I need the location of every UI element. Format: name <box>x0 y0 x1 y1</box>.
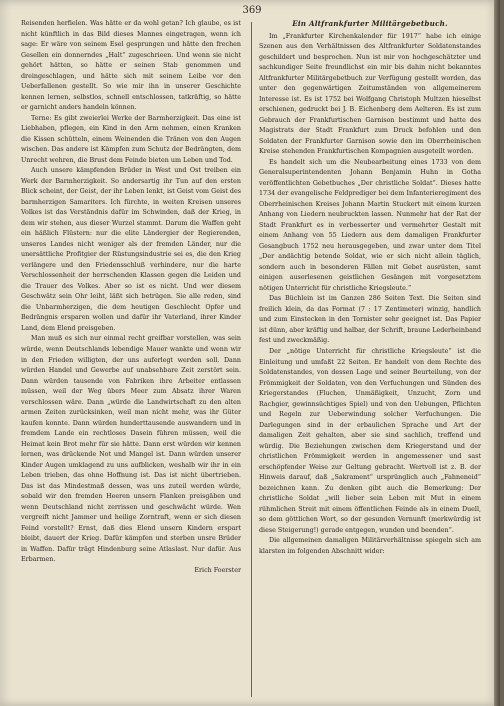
paragraph: Es handelt sich um die Neubearbeitung eines 1733 von dem Generalsuperintendenten Johann Benjamin Huhn in Gotha veröffentlichten Gebetbuches „Der christliche Soldat“. Dieses hatte 1734 der evangelische Feldprediger bei dem Infanterieregiment des Oberrheinischen Kreises Johann Martin Stuckert mit einem kurzen Anhang von Liedern neubruckten lassen. Nunmehr hat der Rat der Stadt Frankfurt es in verbesserter und vermehrter Gestalt mit einem Anhang von 55 Liedern aus dem damaligen Frankfurter Gesangbuch 1752 neu herausgegeben, und zwar unter dem Titel „Der andächtig betende Soldat, wie er sich nicht allein täglich, sondern auch in besonderen Fällen mit Gebet ausrüsten, samt einigen auserlesenen geistlichen Gesängen mit vorgesetztem nötigen Unterricht für christliche Kriegsleute.“ <box>259 158 481 292</box>
left-column <box>21 19 241 576</box>
paragraph: Der „nötige Unterricht für christliche Kriegsleute“ ist die Einleitung und umfaßt 22 Seiten. Er handelt von dem Rechte des Soldatenstandes, von dessen Lage und seiner Beurteilung, von der Frömmigkeit der Soldaten, von den Verfuchungen und Sünden des Kriegerstandes (Fluchen, Unmäßigkeit, Unzucht, Zorn und Rachgier, gewinnsüchtiges Spiel) und von den Uebungen, Pflichten und Regeln zur Ueberwindung solcher Verfuchungen. Die Darlegungen sind in der erbaulichen Sprache und Art der damaligen Zeit gehalten, aber sie sind sachlich, treffend und würdig. Die Beziehungen zwischen dem Kriegerstand und der christlichen Frömmigkeit werden in angemessener und sast erschöpfender Weise zur Geltung gebracht. Wertvoll ist z. B. der Hinweis darauf, daß „Sakrament“ ursprünglich auch „Fahneneid“ bezeichnen kann. Zu denken gibt auch die Bemerkung: Der christliche Soldat „will lieber sein Leben mit Mut in einem rühmlichen Streit mit einem öffentlichen Feinde als in einem Duell, so dem göttlichen Wort, so der gesunden Vernunft (merkwürdig ist diese Steigerung!) gerade entgegen, wunden und beenden“. <box>259 347 481 534</box>
paragraph: Terne: Es gibt zweierlei Werke der Barmherzigkeit. Das eine ist Liebhaben, pflegen, ein Kind in den Arm nehmen, einen Kranken die Kissen schütteln, einem Weinenden die Tränen von den Augen wischen. Das andere ist Kämpfen zum Schutz der Bedrängten, dem Unrecht wehren, die Brust dem Feinde bieten um Leben und Tod. <box>21 114 241 164</box>
paragraph: Die allgemeinen damaligen Militärverhältnisse spiegeln sich am klarsten im folgenden Abschnitt wider: <box>259 537 481 555</box>
paragraph: Reisenden herfielen. Was hätte er da wohl getan? Ich glaube, es ist nicht künftlich in das Bild dieses Mannes eingetragen, wenn ich sage: Er wäre von seinem Esel gesprungen und hätte den frechen Gesellen ein donnerndes „Halt“ zugeschrieen. Und wenn sie nicht gehört hätten, so hätte er seinen Stab genommen und dreingeschlagen, und hätte sich mit seinem Leibe vor den Ueberfallenen gestellt. So wie mir ihn in unserer Geschichte kennen lernen, selbstlos, schnell entschlossen, tatkräftig, so hätte er garnicht anders handeln können. <box>21 20 241 112</box>
paragraph: Im „Frankfurter Kirchenkalender für 1917“ habe ich einige Szenen aus den Verhältnissen des Altfrankfurter Soldatenstandes geschildert und besprochen. Nun ist mir von hochgeschätzter und sachkundiger Seite freundlichst ein mir bis dahin nicht bekanntes Altfrankfurter Militärgebetbuch zur Verfügung gestellt worden, das unter den gegenwärtigen Zeitumständen von allgemeinerem Interesse ist. Es ist 1752 bei Wolfgang Christoph Multzen hieselbst erschienen, gedruckt bei J. B. Eichenberg dem Aelteren. Es ist zum Gebrauch der Frankfurtischen Garnison bestimmt und hatte des Magistrats der Stadt Frankfurt zum Druck befohlen und den Soldaten der Frankfurter Garnison sowie den im Oberrheinischen Kreise stehenden Frankfurtischen Kompagnien ausgeteilt worden. <box>259 32 481 156</box>
author-signature: Erich Foerster <box>194 566 241 574</box>
article-title: Ein Altfrankfurter Militärgebetbuch. <box>292 19 448 28</box>
column-divider <box>251 22 252 697</box>
page-number: 369 <box>242 5 262 16</box>
right-column <box>259 19 481 557</box>
page-edge-shadow <box>494 0 500 706</box>
paragraph: Auch unsere kämpfenden Brüder in West und Ost treiben ein Werk der Barmherzigkeit. So andersartig ihr Tun auf den ersten Blick scheint, der Geist, der ihr Leben lenkt, ist Geist vom Geist des barmherzigen Samariters. Ich fürchte, in weiten Kreisen unseres Volkes ist das Verständnis dafür im Schwinden, daß der Krieg, in dem wir stehen, aus dieser Wurzel stammt. Darum die Waffen geht ein häßlich Flüstern: nur die elite Ländergier der Regierenden, unseres Landes nicht weniger als der fremden Länder, nur die unersättliche Profitgier der Rüstungsindustrie sei es, die den Krieg verlängere und den Friedensschluß verhindere, nur die harte Verschlossenheit der herrschenden Klassen gegen die Leiden und die Trauer des Volkes. Aber so ist es nicht. Und wer diesem Geschwätz sein Ohr leiht, läßt sich betrügen. Sie alle reden, sind die Unbarmherzigen, die dem heutigen Geschlecht Opfer und Bedrängnis ersparen wollen und dafür ihr Vaterland, ihrer Kinder Land, dem Elend preisgeben. <box>21 167 241 332</box>
paragraph: Man muß es sich nur einmal recht greifbar vorstellen, was sein würde, wenn Deutschlands lebendige Mauer wankte und wenn wir in den Frieden willigten, der uns auferlegt werden soll. Dann würden Handel und Gewerbe auf unabsehbare Zeit zerstört sein. Dann würden tausende von Fabriken ihre Arbeiter entlassen müssen, weil der Weg übers Meer zum Absatz ihrer Waren verschlossen wäre. Dann „würde die Landwirtschaft zu den alten armen Zeiten zurücksinken, weil man nicht mehr, was ihr Güter kaufen konnte. Dann würden hunderttausende auswandern und in fremdem Lande ein rechtloses Dasein führen müssen, weil die Heimat kein Brot mehr für sie hätte. Dann erst würden wir kennen lernen, was drückende Not und Mangel ist. Dann würden unserer Kinder Augen umklagend zu uns aufblicken, weshalb wir ihr in ein Leben trieben, das ohne Hoffnung ist. Das ist nicht übertrieben. Das ist das Mindestmaß dessen, was uns zuteil werden würde, sobald wir den fremden Heeren unsern Flanken preisgäben und wenn Deutschland nicht zerrissen und geschwächt würde. Wen vergreift nicht Jammer und heilige Zorntraft, wenn er sich diesen Feind vorstellt? Ernst, daß dies Elend unsern Kindern erspart bleibt, dauert der Krieg. Dafür kämpfen und sterben unsre Brüder in Waffen. Dafür trägt Hindenburg seine Atlaslast. Nur dafür. Aus Erbarmen. <box>21 335 241 564</box>
paragraph: Das Büchlein ist im Ganzen 286 Seiten Text. Die Seiten sind freilich klein, da das Format (7 : 17 Zentimeter) winzig, handlich und zum Einstecken in den Tornister sehr geeignet ist. Das Papier ist dünn, aber kräftig und halbar, der Schrift, braune Lederheinband fest und zweckmäßig. <box>259 295 481 345</box>
